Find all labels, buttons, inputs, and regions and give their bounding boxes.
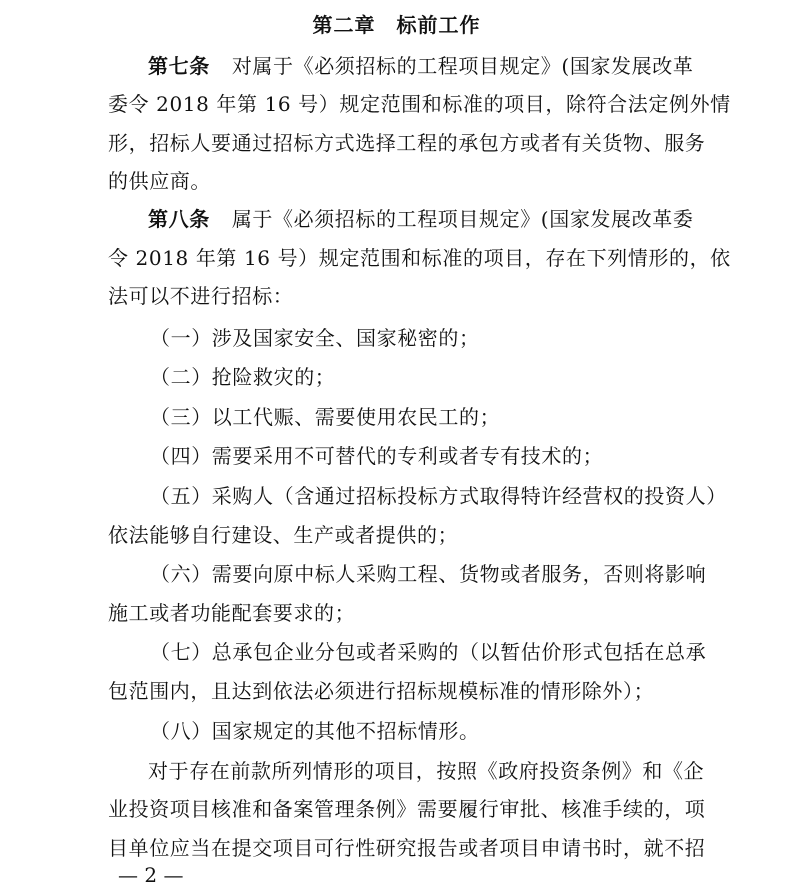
page-number: — 2 — [118, 863, 184, 887]
article8-text-1: 属于《必须招标的工程项目规定》(国家发展改革委 [231, 207, 694, 231]
list-item-5-cont: 依法能够自行建设、生产或者提供的； [108, 523, 459, 547]
list-item-3: （三）以工代赈、需要使用农民工的； [150, 405, 501, 429]
list-item-6-cont: 施工或者功能配套要求的； [108, 601, 356, 625]
closing-line-3: 目单位应当在提交项目可行性研究报告或者项目申请书时，就不招 [108, 836, 706, 860]
list-item-5: （五）采购人（含通过招标投标方式取得特许经营权的投资人） [150, 484, 727, 508]
list-item-7-cont: 包范围内，且达到依法必须进行招标规模标准的情形除外）； [108, 679, 655, 703]
article8-label: 第八条 [148, 207, 210, 231]
list-item-1: （一）涉及国家安全、国家秘密的； [150, 326, 480, 350]
article7-text-1: 对属于《必须招标的工程项目规定》(国家发展改革 [231, 54, 694, 78]
article7-line-1 [0, 48, 793, 84]
article7-label: 第七条 [148, 54, 210, 78]
article8-line-3: 法可以不进行招标： [108, 284, 294, 308]
list-item-4: （四）需要采用不可替代的专利或者专有技术的； [150, 444, 604, 468]
list-item-2: （二）抢险救灾的； [150, 365, 336, 389]
closing-line-1: 对于存在前款所列情形的项目，按照《政府投资条例》和《企 [148, 759, 705, 783]
article8-line-2: 令 2018 年第 16 号）规定范围和标准的项目，存在下列情形的，依 [108, 246, 731, 270]
list-item-7: （七）总承包企业分包或者采购的（以暂估价形式包括在总承 [150, 640, 707, 664]
article7-line-4: 的供应商。 [108, 169, 211, 193]
article7-line-2: 委令 2018 年第 16 号）规定范围和标准的项目，除符合法定例外情 [108, 92, 731, 116]
article8-line-1 [0, 201, 793, 237]
chapter-title: 第二章 标前工作 [312, 13, 481, 37]
list-item-6: （六）需要向原中标人采购工程、货物或者服务，否则将影响 [150, 562, 707, 586]
article7-line-3: 形，招标人要通过招标方式选择工程的承包方或者有关货物、服务 [108, 131, 706, 155]
closing-line-2: 业投资项目核准和备案管理条例》需要履行审批、核准手续的，项 [108, 797, 706, 821]
list-item-8: （八）国家规定的其他不招标情形。 [150, 719, 480, 743]
